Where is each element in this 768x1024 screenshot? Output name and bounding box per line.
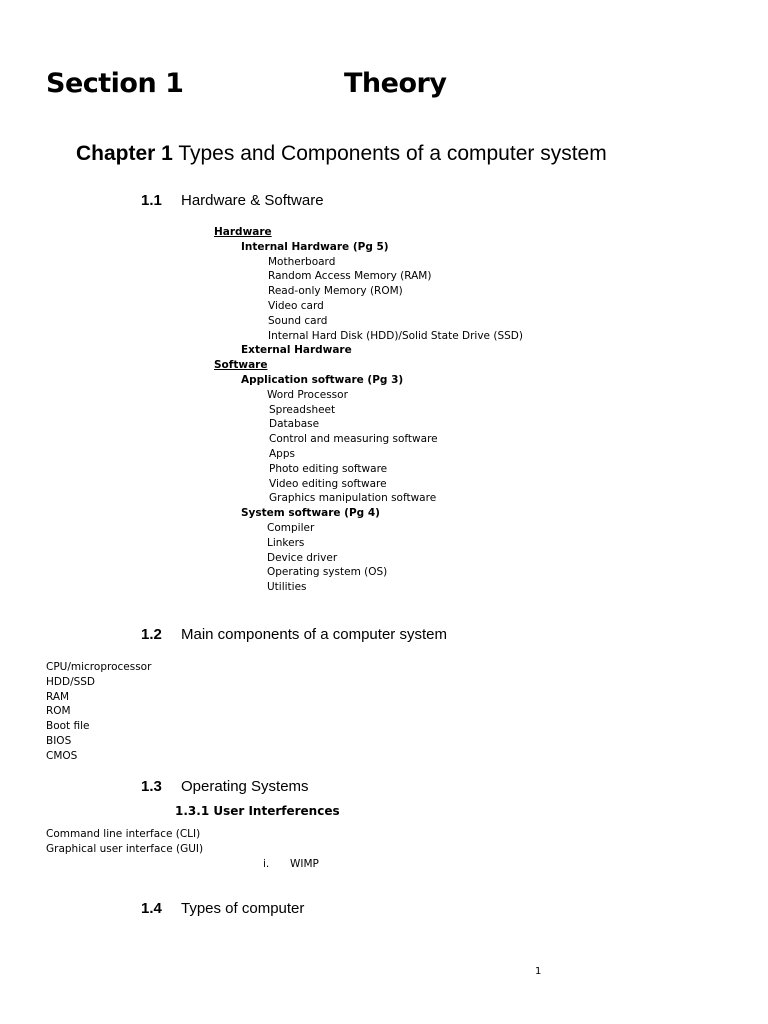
list-item: Word Processor <box>267 388 348 401</box>
list-item: Spreadsheet <box>269 403 336 416</box>
internal-hardware-heading: Internal Hardware (Pg 5) <box>241 240 389 253</box>
hardware-software-outline <box>214 225 523 595</box>
list-item: Graphical user interface (GUI) <box>46 842 204 855</box>
subsection-title: Operating Systems <box>181 778 309 795</box>
chapter-title: Types and Components of a computer system <box>178 142 607 165</box>
list-item: Photo editing software <box>269 462 388 475</box>
list-item: Graphics manipulation software <box>269 492 437 505</box>
software-heading: Software <box>214 359 268 372</box>
page-number: 1 <box>535 966 542 977</box>
subsection-title: Types of computer <box>181 900 305 917</box>
list-item: Random Access Memory (RAM) <box>268 270 432 283</box>
system-software-heading: System software (Pg 4) <box>241 507 380 520</box>
subsection-title: Hardware & Software <box>181 192 324 209</box>
list-item: Video editing software <box>269 477 387 490</box>
list-item: Video card <box>268 299 324 312</box>
list-item: ROM <box>46 705 71 718</box>
list-item: Control and measuring software <box>269 433 438 446</box>
subsection-1-3-heading <box>141 778 309 795</box>
chapter-heading <box>76 142 607 166</box>
list-item: Utilities <box>267 581 307 594</box>
subsection-number: 1.4 <box>141 900 162 917</box>
list-item: Sound card <box>268 314 328 327</box>
theory-title: Theory <box>344 68 447 99</box>
list-item: BIOS <box>46 734 72 747</box>
list-item: Read-only Memory (ROM) <box>268 285 403 298</box>
list-item: Motherboard <box>268 255 336 268</box>
list-item: RAM <box>46 690 70 703</box>
list-item: Internal Hard Disk (HDD)/Solid State Drive (SSD) <box>268 329 523 342</box>
subsubsection-1-3-1-heading: 1.3.1 User Interferences <box>175 804 340 818</box>
list-item: Device driver <box>267 551 338 564</box>
subsection-1-4-heading <box>141 900 304 917</box>
list-item: Apps <box>269 447 295 460</box>
roman-numeral-marker: i. <box>263 858 270 870</box>
subsection-number: 1.1 <box>141 192 162 209</box>
section-title: Section 1 <box>46 68 184 99</box>
main-components-list <box>46 660 151 764</box>
list-item: Compiler <box>267 521 315 534</box>
subsection-number: 1.3 <box>141 778 162 795</box>
list-item: Database <box>269 418 320 431</box>
list-item: CPU/microprocessor <box>46 661 152 673</box>
application-software-heading: Application software (Pg 3) <box>241 373 404 386</box>
subsection-1-1-heading <box>141 192 324 209</box>
hardware-heading: Hardware <box>214 226 272 238</box>
subsection-number: 1.2 <box>141 626 162 643</box>
list-item: HDD/SSD <box>46 675 96 688</box>
list-item: Operating system (OS) <box>267 566 388 579</box>
external-hardware-heading: External Hardware <box>241 344 352 357</box>
list-item: CMOS <box>46 749 78 762</box>
chapter-label: Chapter 1 <box>76 142 173 165</box>
list-item: Linkers <box>267 536 305 549</box>
list-item: Command line interface (CLI) <box>46 828 201 840</box>
list-item: Boot file <box>46 720 90 733</box>
user-interfaces-list <box>46 827 203 857</box>
subsection-1-2-heading <box>141 626 447 643</box>
subsection-title: Main components of a computer system <box>181 626 447 643</box>
wimp-item: WIMP <box>290 858 319 870</box>
